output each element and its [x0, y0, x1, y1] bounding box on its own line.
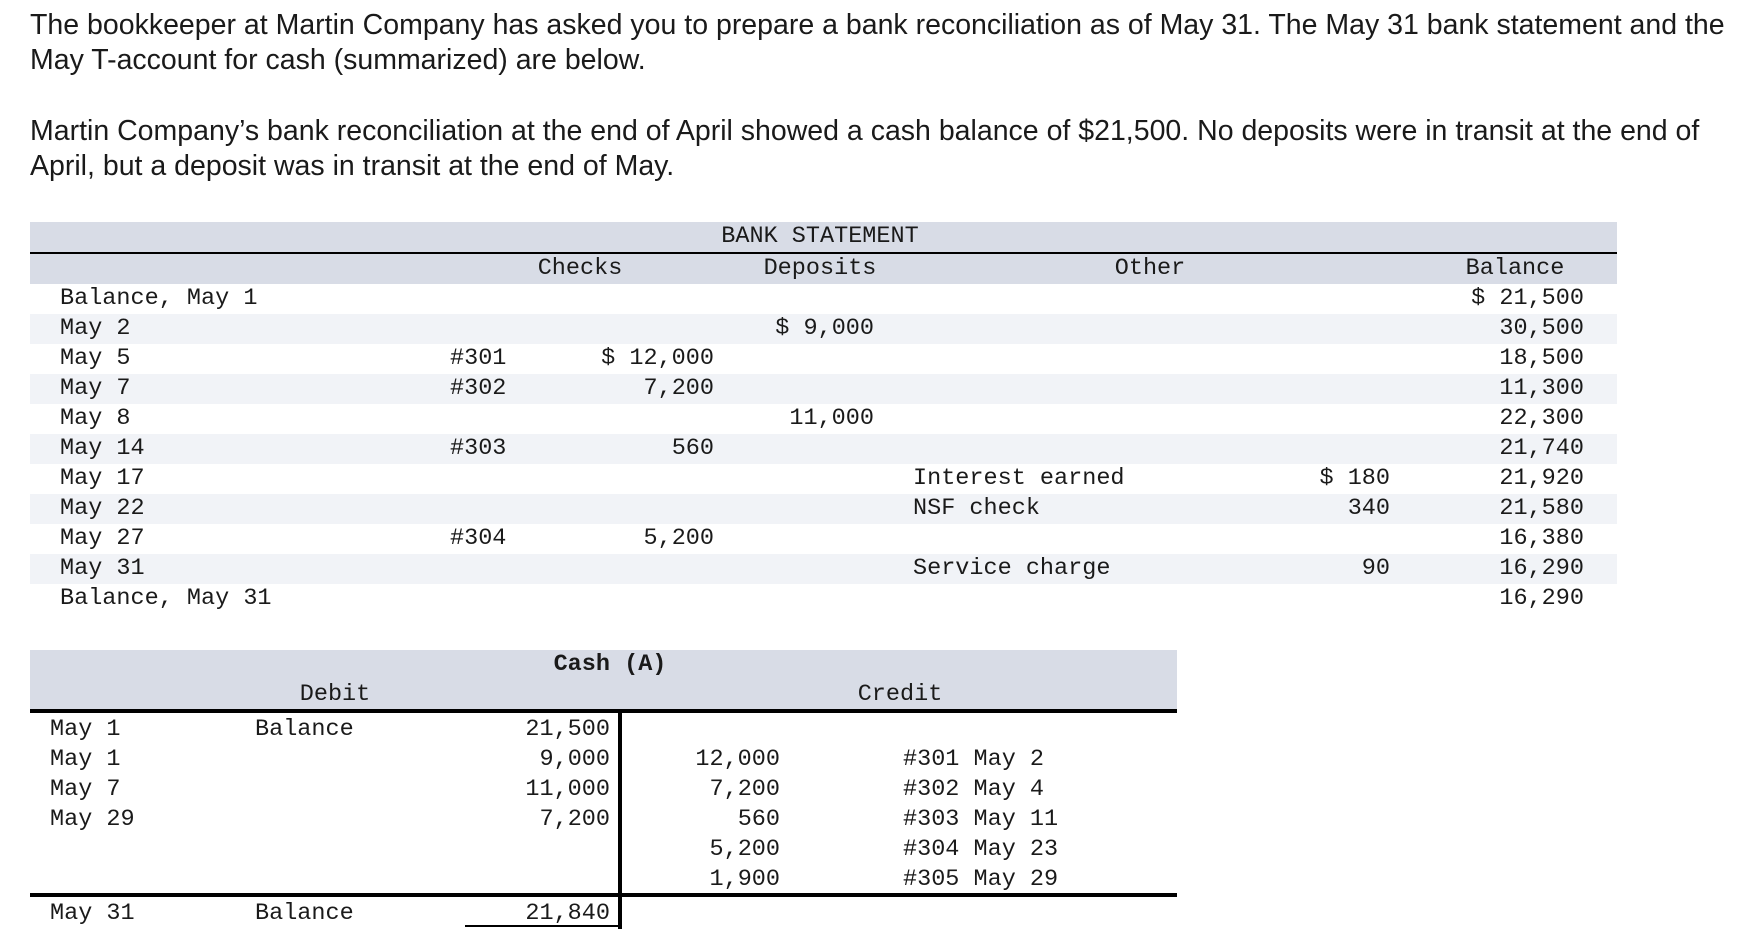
credit-reference: #301 May 2	[903, 746, 1045, 773]
row-balance: $ 21,500	[1471, 285, 1584, 312]
row-balance: 21,580	[1499, 495, 1584, 522]
t-account-top-rule	[30, 709, 1177, 713]
row-balance: 16,290	[1499, 555, 1584, 582]
debit-date: May 29	[50, 806, 135, 833]
row-balance: 18,500	[1499, 345, 1584, 372]
row-date: May 31	[60, 555, 145, 582]
row-date: Balance, May 1	[60, 285, 258, 312]
credit-reference: #303 May 11	[903, 806, 1059, 833]
debit-description: Balance	[255, 716, 354, 743]
check-number: #302	[450, 375, 507, 402]
credit-amount: 12,000	[695, 746, 780, 773]
credit-reference: #302 May 4	[903, 776, 1045, 803]
debit-amount: 11,000	[525, 776, 610, 803]
check-amount: 560	[671, 435, 714, 462]
deposit-amount: 11,000	[789, 405, 874, 432]
check-number: #303	[450, 435, 507, 462]
bank-statement-title: BANK STATEMENT	[721, 223, 919, 250]
row-date: Balance, May 31	[60, 585, 272, 612]
deposit-amount: $ 9,000	[775, 315, 874, 342]
credit-reference: #305 May 29	[903, 866, 1059, 893]
deposits-header: Deposits	[763, 255, 877, 282]
intro-paragraph-2: Martin Company’s bank reconciliation at the end of April showed a cash balance of $21,500. No deposits were in transit at the end of April, but a deposit was in transit at the end of May.	[30, 115, 1700, 182]
row-date: May 22	[60, 495, 145, 522]
debit-header: Debit	[299, 681, 371, 708]
row-date: May 2	[60, 315, 131, 342]
row-date: May 7	[60, 375, 131, 402]
row-balance: 11,300	[1499, 375, 1584, 402]
balance-header: Balance	[1465, 255, 1565, 282]
check-amount: 7,200	[643, 375, 714, 402]
other-description: NSF check	[913, 495, 1040, 522]
row-date: May 27	[60, 525, 145, 552]
row-stripe	[30, 434, 1617, 464]
check-number: #304	[450, 525, 507, 552]
row-balance: 21,740	[1499, 435, 1584, 462]
debit-amount: 7,200	[539, 806, 610, 833]
other-description: Service charge	[913, 555, 1111, 582]
debit-date: May 1	[50, 716, 121, 743]
ending-date: May 31	[50, 900, 135, 927]
other-header: Other	[1114, 255, 1186, 282]
checks-header: Checks	[537, 255, 623, 282]
row-date: May 14	[60, 435, 145, 462]
row-balance: 16,290	[1499, 585, 1584, 612]
other-description: Interest earned	[913, 465, 1125, 492]
debit-date: May 7	[50, 776, 121, 803]
credit-amount: 5,200	[709, 836, 780, 863]
debit-date: May 1	[50, 746, 121, 773]
other-amount: 90	[1361, 555, 1390, 582]
row-date: May 8	[60, 405, 131, 432]
row-balance: 30,500	[1499, 315, 1584, 342]
row-balance: 21,920	[1499, 465, 1584, 492]
row-balance: 16,380	[1499, 525, 1584, 552]
ending-desc: Balance	[255, 900, 354, 927]
check-number: #301	[450, 345, 507, 372]
check-amount: $ 12,000	[601, 345, 714, 372]
credit-amount: 560	[737, 806, 780, 833]
credit-amount: 1,900	[709, 866, 780, 893]
check-amount: 5,200	[643, 525, 714, 552]
row-balance: 22,300	[1499, 405, 1584, 432]
other-amount: 340	[1347, 495, 1390, 522]
other-amount: $ 180	[1319, 465, 1390, 492]
debit-amount: 9,000	[539, 746, 610, 773]
row-date: May 17	[60, 465, 145, 492]
ending-balance-amount: 21,840	[525, 900, 610, 927]
credit-amount: 7,200	[709, 776, 780, 803]
debit-amount: 21,500	[525, 716, 610, 743]
credit-reference: #304 May 23	[903, 836, 1059, 863]
row-stripe	[30, 374, 1617, 404]
row-date: May 5	[60, 345, 131, 372]
credit-header: Credit	[857, 681, 943, 708]
t-account-title: Cash (A)	[553, 651, 667, 678]
intro-paragraph-1: The bookkeeper at Martin Company has asked you to prepare a bank reconciliation as of May 31. The May 31 bank statement and the May T-account for cash (summarized) are below.	[30, 9, 1725, 76]
